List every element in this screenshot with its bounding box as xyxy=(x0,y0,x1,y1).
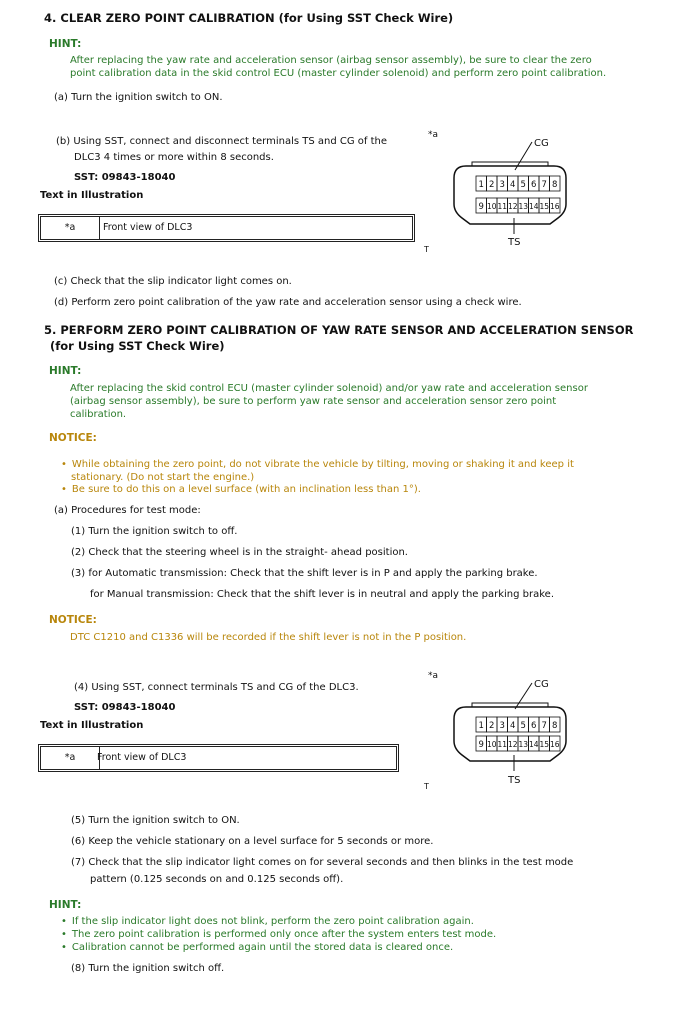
top-pin-6: 6 xyxy=(531,180,537,190)
notice-bullet xyxy=(61,458,574,472)
top-pin-5: 5 xyxy=(520,180,526,190)
top-pin-7: 7 xyxy=(541,180,547,190)
step-5: (5) Turn the ignition switch to ON. xyxy=(71,815,240,826)
notice-label: NOTICE: xyxy=(49,614,97,626)
dlc3-connector-diagram xyxy=(418,122,588,257)
bottom-pin-10: 10 xyxy=(486,740,497,749)
diagram-label-ts: TS xyxy=(508,237,521,248)
notice-bullet-continued: stationary. (Do not start the engine.) xyxy=(71,472,255,483)
section-5-title: 5. PERFORM ZERO POINT CALIBRATION OF YAW RATE SENSOR AND ACCELERATION SENSOR xyxy=(44,323,634,337)
hint-label: HINT: xyxy=(49,38,82,50)
bottom-pin-9: 9 xyxy=(478,740,484,750)
top-pin-2: 2 xyxy=(489,180,495,190)
hint-text-line: calibration. xyxy=(70,409,127,420)
bottom-pin-10: 10 xyxy=(486,202,497,211)
bottom-pin-13: 13 xyxy=(518,740,529,749)
diagram-label-ts: TS xyxy=(508,775,521,786)
bottom-pin-14: 14 xyxy=(528,202,539,211)
hint-label: HINT: xyxy=(49,365,82,377)
hint-text-line: point calibration data in the skid control ECU (master cylinder solenoid) and perform zero point calibration. xyxy=(70,68,607,79)
hint-text-line: After replacing the skid control ECU (master cylinder solenoid) and/or yaw rate and acceleration sensor xyxy=(70,383,588,394)
text-in-illustration-heading: Text in Illustration xyxy=(40,720,144,731)
top-pin-1: 1 xyxy=(478,180,484,190)
legend-key: *a xyxy=(41,217,100,239)
bottom-pin-11: 11 xyxy=(497,202,508,211)
top-pin-3: 3 xyxy=(499,180,505,190)
top-pin-8: 8 xyxy=(552,721,558,731)
notice-bullet xyxy=(61,483,421,497)
step-2: (2) Check that the steering wheel is in the straight- ahead position. xyxy=(71,547,408,558)
bottom-pin-14: 14 xyxy=(528,740,539,749)
bottom-pin-12: 12 xyxy=(507,740,518,749)
step-3-manual: for Manual transmission: Check that the shift lever is in neutral and apply the parking brake. xyxy=(90,589,555,600)
step-a-procedures: (a) Procedures for test mode: xyxy=(54,505,201,516)
illustration-legend-table xyxy=(40,216,413,240)
bottom-pin-13: 13 xyxy=(518,202,529,211)
notice-text: DTC C1210 and C1336 will be recorded if the shift lever is not in the P position. xyxy=(70,632,467,643)
top-pin-7: 7 xyxy=(541,721,547,731)
hint-bullet xyxy=(61,915,474,929)
hint-bullet-text: If the slip indicator light does not blink, perform the zero point calibration again. xyxy=(71,916,474,927)
diagram-label-cg: CG xyxy=(534,679,549,690)
bottom-pin-15: 15 xyxy=(539,202,550,211)
illustration-legend-table xyxy=(40,746,397,770)
top-pin-8: 8 xyxy=(552,180,558,190)
hint-bullet xyxy=(61,928,496,942)
bottom-pin-9: 9 xyxy=(478,202,484,212)
bottom-pin-12: 12 xyxy=(507,202,518,211)
top-pin-4: 4 xyxy=(510,180,516,190)
notice-bullet-text: Be sure to do this on a level surface (with an inclination less than 1°). xyxy=(71,484,421,495)
top-pin-1: 1 xyxy=(478,721,484,731)
step-7-line1: (7) Check that the slip indicator light comes on for several seconds and then blinks in the test mode xyxy=(71,857,574,868)
legend-key: *a xyxy=(41,747,100,769)
step-3: (3) for Automatic transmission: Check that the shift lever is in P and apply the parking brake. xyxy=(71,568,538,579)
step-7-line2: pattern (0.125 seconds on and 0.125 seconds off). xyxy=(90,874,344,885)
step-c: (c) Check that the slip indicator light comes on. xyxy=(54,276,292,287)
step-b-line2: DLC3 4 times or more within 8 seconds. xyxy=(74,152,274,163)
bottom-pin-16: 16 xyxy=(549,202,560,211)
bottom-pin-11: 11 xyxy=(497,740,508,749)
hint-bullet xyxy=(61,941,453,955)
top-pin-6: 6 xyxy=(531,721,537,731)
step-1: (1) Turn the ignition switch to off. xyxy=(71,526,238,537)
sst-number: SST: 09843-18040 xyxy=(74,172,176,183)
section-5-title-line2: (for Using SST Check Wire) xyxy=(50,339,225,353)
top-pin-3: 3 xyxy=(499,721,505,731)
bottom-pin-15: 15 xyxy=(539,740,550,749)
top-pin-4: 4 xyxy=(510,721,516,731)
section-4-title: 4. CLEAR ZERO POINT CALIBRATION (for Using SST Check Wire) xyxy=(44,11,454,25)
hint-bullet-text: Calibration cannot be performed again until the stored data is cleared once. xyxy=(71,942,454,953)
hint-bullet-text: The zero point calibration is performed only once after the system enters test mode. xyxy=(71,929,497,940)
step-d: (d) Perform zero point calibration of the yaw rate and acceleration sensor using a check wire. xyxy=(54,297,522,308)
dlc3-connector-diagram xyxy=(418,663,588,793)
step-4: (4) Using SST, connect terminals TS and CG of the DLC3. xyxy=(74,682,359,693)
legend-value: Front view of DLC3 xyxy=(103,222,193,233)
step-6: (6) Keep the vehicle stationary on a level surface for 5 seconds or more. xyxy=(71,836,434,847)
sst-number: SST: 09843-18040 xyxy=(74,702,176,713)
top-pin-5: 5 xyxy=(520,721,526,731)
diagram-label-a: *a xyxy=(428,671,439,681)
step-b-line1: (b) Using SST, connect and disconnect terminals TS and CG of the xyxy=(56,136,388,147)
hint-text-line: After replacing the yaw rate and acceleration sensor (airbag sensor assembly), be sure to clear the zero xyxy=(70,55,592,66)
step-8: (8) Turn the ignition switch off. xyxy=(71,963,225,974)
legend-value: Front view of DLC3 xyxy=(97,752,187,763)
diagram-label-t: T xyxy=(424,782,429,791)
hint-text-line: (airbag sensor assembly), be sure to perform yaw rate sensor and acceleration sensor zero point xyxy=(70,396,557,407)
notice-label: NOTICE: xyxy=(49,432,97,444)
hint-label: HINT: xyxy=(49,899,82,911)
bottom-pin-16: 16 xyxy=(549,740,560,749)
diagram-label-a: *a xyxy=(428,130,439,140)
text-in-illustration-heading: Text in Illustration xyxy=(40,190,144,201)
step-a: (a) Turn the ignition switch to ON. xyxy=(54,92,223,103)
notice-bullet-text: While obtaining the zero point, do not vibrate the vehicle by tilting, moving or shaking it and keep it xyxy=(71,459,574,470)
diagram-label-cg: CG xyxy=(534,138,549,149)
diagram-label-t: T xyxy=(424,245,429,254)
top-pin-2: 2 xyxy=(489,721,495,731)
